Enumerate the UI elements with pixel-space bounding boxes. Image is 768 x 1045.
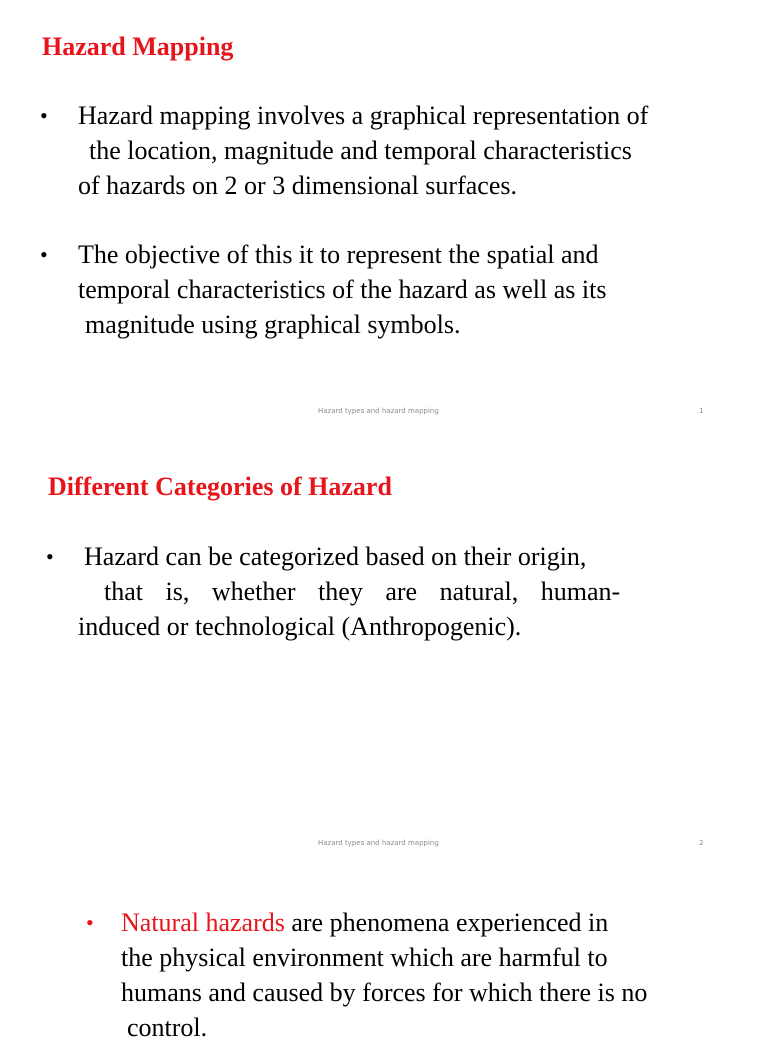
bullet-paragraph	[78, 539, 644, 644]
bullet-marker: •	[40, 103, 48, 128]
slide-number: 2	[699, 839, 704, 847]
bullet-line: the physical environment which are harmful to	[121, 943, 608, 972]
bullet-line: control.	[127, 1013, 208, 1042]
highlight-term: Natural hazards	[121, 908, 285, 937]
bullet-line: Hazard mapping involves a graphical representation of	[78, 101, 649, 130]
bullet-line: the location, magnitude and temporal characteristics	[89, 136, 632, 165]
bullet-line: humans and caused by forces for which there is no	[121, 978, 648, 1007]
bullet-line: of hazards on 2 or 3 dimensional surfaces.	[78, 171, 517, 200]
slide-title: Different Categories of Hazard	[48, 472, 392, 501]
slide-footer: Hazard types and hazard mapping	[318, 407, 439, 415]
bullet-marker: •	[40, 242, 48, 267]
bullet-paragraph	[78, 98, 712, 203]
bullet-line: that is, whether they are natural, human-	[104, 577, 621, 606]
bullet-line: magnitude using graphical symbols.	[85, 310, 461, 339]
bullet-line	[121, 905, 721, 940]
bullet-paragraph	[121, 905, 721, 1045]
slide-title: Hazard Mapping	[42, 32, 234, 61]
bullet-line-text: are phenomena experienced in	[284, 908, 609, 937]
slide-number: 1	[699, 407, 704, 415]
slide-1	[0, 0, 768, 432]
bullet-marker: •	[46, 544, 54, 569]
slide-2	[0, 432, 768, 866]
slide-footer: Hazard types and hazard mapping	[318, 839, 439, 847]
bullet-line: The objective of this it to represent the spatial and	[78, 240, 599, 269]
bullet-marker: •	[86, 910, 94, 935]
slide-3	[0, 866, 768, 1042]
bullet-paragraph	[78, 237, 698, 342]
bullet-line: induced or technological (Anthropogenic).	[78, 612, 522, 641]
bullet-line: Hazard can be categorized based on their origin,	[84, 542, 587, 571]
bullet-line: temporal characteristics of the hazard as well as its	[78, 275, 607, 304]
